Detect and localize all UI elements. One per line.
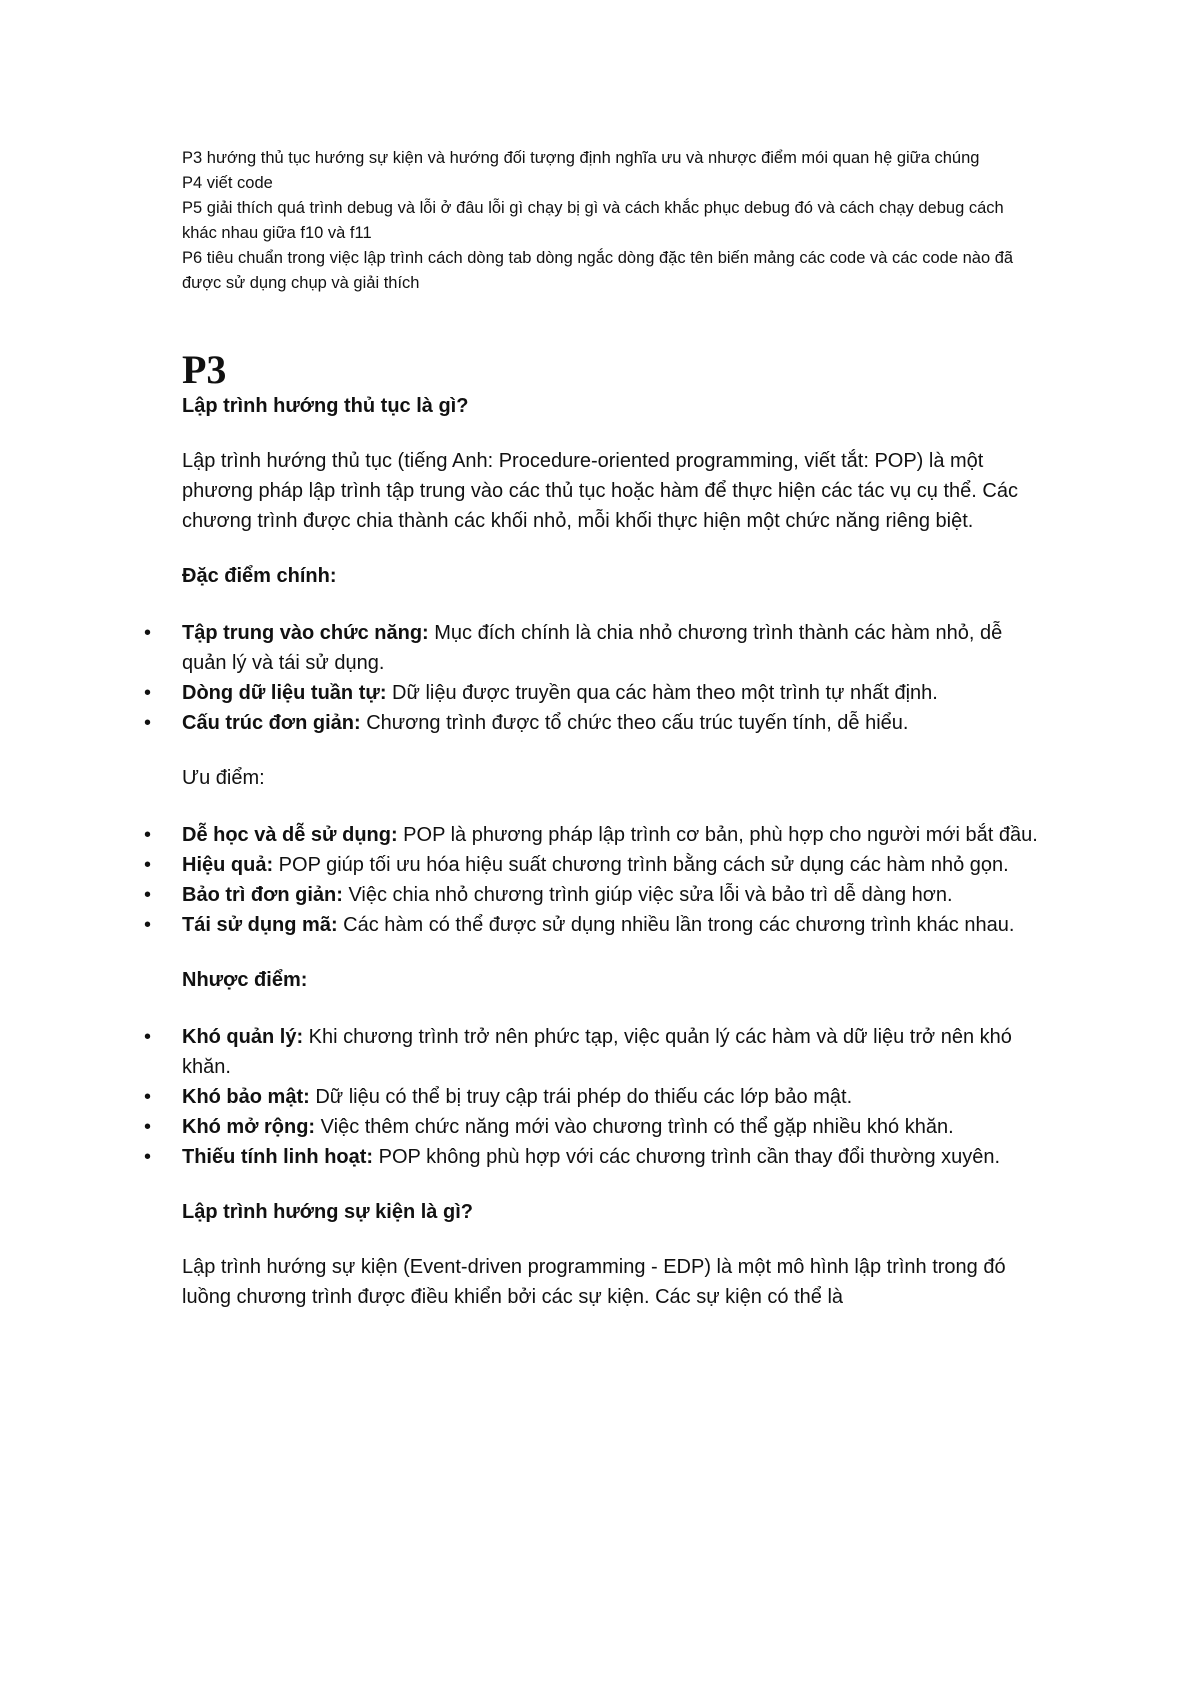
- advantages-heading: Ưu điểm:: [182, 767, 265, 789]
- list-item: [144, 1112, 1042, 1142]
- bullet-icon: •: [144, 1086, 152, 1108]
- bullet-icon: •: [144, 854, 152, 876]
- list-item-term: Hiệu quả:: [182, 854, 274, 876]
- list-item: [144, 678, 1042, 708]
- bullet-icon: •: [144, 824, 152, 846]
- list-item-text: Các hàm có thể được sử dụng nhiều lần trong các chương trình khác nhau.: [337, 914, 1015, 936]
- list-item-term: Khó mở rộng:: [182, 1116, 316, 1138]
- list-item-term: Khó quản lý:: [182, 1026, 304, 1048]
- list-item: [144, 880, 1042, 910]
- list-item-term: Tập trung vào chức năng:: [182, 622, 429, 644]
- list-item-text: POP không phù hợp với các chương trình cần thay đổi thường xuyên.: [373, 1146, 1001, 1168]
- list-item: [144, 1022, 1042, 1082]
- list-item-term: Dễ học và dễ sử dụng:: [182, 824, 398, 846]
- bullet-icon: •: [144, 712, 152, 734]
- disadvantages-list: [144, 1022, 1042, 1172]
- pop-heading: Lập trình hướng thủ tục là gì?: [182, 395, 469, 417]
- edp-heading: Lập trình hướng sự kiện là gì?: [182, 1201, 473, 1223]
- list-item-term: Bảo trì đơn giản:: [182, 884, 343, 906]
- bullet-icon: •: [144, 914, 152, 936]
- task-list: [182, 146, 1042, 296]
- bullet-icon: •: [144, 1146, 152, 1168]
- features-list: [144, 618, 1042, 738]
- list-item-text: Chương trình được tổ chức theo cấu trúc tuyến tính, dễ hiểu.: [360, 712, 909, 734]
- edp-definition: Lập trình hướng sự kiện (Event-driven programming - EDP) là một mô hình lập trình trong đó luồng chương trình được điều khiển bởi các sự kiện. Các sự kiện có thể là: [182, 1256, 1006, 1308]
- list-item: [144, 1142, 1042, 1172]
- list-item-term: Thiếu tính linh hoạt:: [182, 1146, 374, 1168]
- bullet-icon: •: [144, 682, 152, 704]
- list-item-term: Cấu trúc đơn giản:: [182, 712, 361, 734]
- features-heading: Đặc điểm chính:: [182, 565, 337, 587]
- list-item: [144, 850, 1042, 880]
- bullet-icon: •: [144, 884, 152, 906]
- list-item: [144, 618, 1042, 678]
- task-item-p4: P4 viết code: [182, 174, 273, 192]
- list-item: [144, 1082, 1042, 1112]
- bullet-icon: •: [144, 1116, 152, 1138]
- disadvantages-heading: Nhược điểm:: [182, 969, 308, 991]
- task-item-p3: P3 hướng thủ tục hướng sự kiện và hướng đối tượng định nghĩa ưu và nhược điểm mói quan hệ giữa chúng: [182, 149, 980, 167]
- task-item-p6: P6 tiêu chuẩn trong việc lập trình cách dòng tab dòng ngắc dòng đặc tên biến mảng các code và các code nào đã được sử dụng chụp và giải thích: [182, 249, 1014, 292]
- pop-definition: Lập trình hướng thủ tục (tiếng Anh: Procedure-oriented programming, viết tắt: POP) là một phương pháp lập trình tập trung vào các thủ tục hoặc hàm để thực hiện các tác vụ cụ thể. Các chương trình được chia thành các khối nhỏ, mỗi khối thực hiện một chức năng riêng biệt.: [182, 450, 1018, 532]
- list-item-text: Dữ liệu được truyền qua các hàm theo một trình tự nhất định.: [386, 682, 938, 704]
- list-item: [144, 708, 1042, 738]
- list-item-text: POP giúp tối ưu hóa hiệu suất chương trình bằng cách sử dụng các hàm nhỏ gọn.: [273, 854, 1009, 876]
- advantages-list: [144, 820, 1042, 940]
- list-item: [144, 910, 1042, 940]
- task-item-p5: P5 giải thích quá trình debug và lỗi ở đâu lỗi gì chạy bị gì và cách khắc phục debug đó và cách chạy debug cách khác nhau giữa f10 và f11: [182, 199, 1004, 242]
- bullet-icon: •: [144, 1026, 152, 1048]
- list-item-text: Dữ liệu có thể bị truy cập trái phép do thiếu các lớp bảo mật.: [309, 1086, 853, 1108]
- list-item-text: Việc chia nhỏ chương trình giúp việc sửa lỗi và bảo trì dễ dàng hơn.: [342, 884, 953, 906]
- list-item-text: Mục đích chính là chia nhỏ chương trình thành các hàm nhỏ, dễ quản lý và tái sử dụng.: [182, 622, 1003, 674]
- list-item-text: Việc thêm chức năng mới vào chương trình có thể gặp nhiều khó khăn.: [315, 1116, 954, 1138]
- list-item-term: Dòng dữ liệu tuần tự:: [182, 682, 387, 704]
- list-item-text: Khi chương trình trở nên phức tạp, việc quản lý các hàm và dữ liệu trở nên khó khăn.: [182, 1026, 1012, 1078]
- bullet-icon: •: [144, 622, 152, 644]
- list-item-term: Tái sử dụng mã:: [182, 914, 338, 936]
- section-title: P3: [182, 347, 227, 392]
- list-item-text: POP là phương pháp lập trình cơ bản, phù hợp cho người mới bắt đầu.: [397, 824, 1038, 846]
- list-item: [144, 820, 1042, 850]
- list-item-term: Khó bảo mật:: [182, 1086, 310, 1108]
- document-page: [144, 146, 1042, 1312]
